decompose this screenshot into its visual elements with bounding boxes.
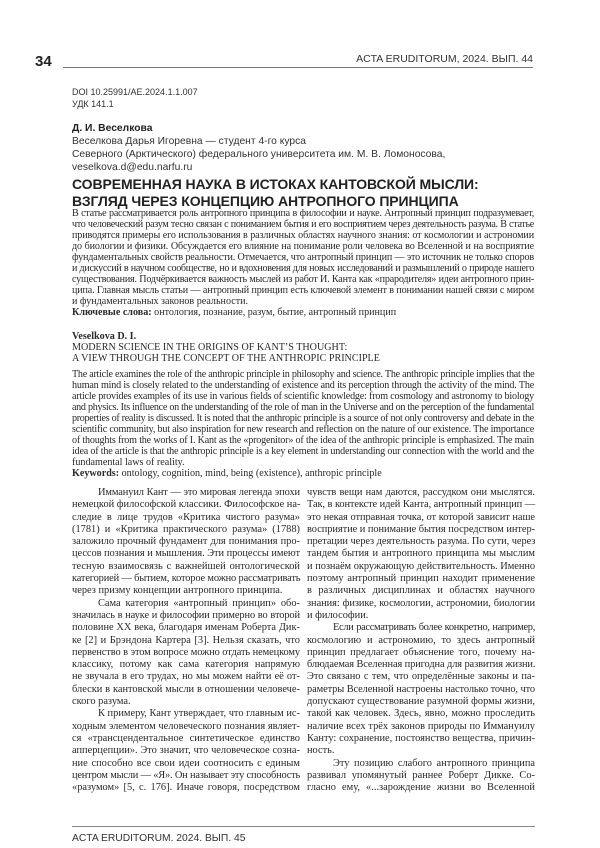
udk: УДК 141.1 [72, 98, 114, 110]
text-line: допускают существование разумной формы жизни, [307, 696, 535, 708]
text-line: Если рассматривать более конкретно, например, [307, 622, 535, 634]
keywords-ru [72, 307, 534, 318]
header-rule [63, 67, 533, 68]
text-line: претации через деятельность разума. По сути, через [307, 536, 535, 548]
text-line: такой как человек. Здесь, явно, можно проследить [307, 708, 535, 720]
text-line: и дискуссий в научном сообществе, но и вдохновения для новых исследований и размышлений о природе нашего [72, 263, 534, 274]
text-line: properties of reality is discussed. It is noted that the anthropic principle is a source of not only controversy and debate in the [72, 413, 534, 424]
page-number: 34 [35, 53, 52, 70]
paragraph [307, 487, 535, 622]
text-line: и фундаментальных законов реальности. [72, 296, 534, 307]
abstract-ru [72, 208, 534, 307]
english-title-line: A VIEW THROUGH THE CONCEPT OF THE ANTHROPIC PRINCIPLE [72, 353, 534, 364]
english-author: Veselkova D. I. [72, 331, 534, 342]
text-line: цессов познания и мышления. Эти процессы имеют [72, 548, 300, 560]
text-line: наличие всех трёх законов природы по Иммануилу [307, 721, 535, 733]
text-line: блюдаемая Вселенная пригодна для развития жизни. [307, 659, 535, 671]
text-line: Сама категория «антропный принцип» обо- [72, 598, 300, 610]
article-title [72, 176, 479, 209]
text-line: через призму концепции антропного принципа. [72, 585, 300, 597]
footer-rule [72, 826, 535, 827]
running-header: ACTA ERUDITORUM, 2024. ВЫП. 44 [356, 53, 533, 65]
text-line: немецкой философской классики. Философское на- [72, 499, 300, 511]
text-line: космологию и астрономию, то здесь антропный [307, 635, 535, 647]
text-line: гласно ему, «...зарождение жизни во Вселенной [307, 782, 535, 794]
paragraph [307, 758, 535, 795]
keywords-text: ontology, cognition, mind, being (existence), anthropic principle [119, 468, 382, 479]
text-line: В статье рассматривается роль антропного принципа в философии и науке. Антропный принцип подразумевает, [72, 208, 534, 219]
title-line: ВЗГЛЯД ЧЕРЕЗ КОНЦЕПЦИЮ АНТРОПНОГО ПРИНЦИПА [72, 193, 479, 210]
text-line: Эту позицию слабого антропного принципа [307, 758, 535, 770]
paragraph [72, 708, 300, 794]
paragraph [72, 598, 300, 709]
text-line: блески в кантовской мысли в отношении человече- [72, 684, 300, 696]
abstracts-block [72, 208, 534, 479]
text-line: (1781) и «Критика практического разума» (1788) [72, 524, 300, 536]
body-column-right [307, 487, 535, 794]
text-line: Так, в контексте идей Канта, антропный принцип — [307, 499, 535, 511]
text-line: human mind is closely related to the understanding of existence and its perception through the activity of the mind. The [72, 380, 534, 391]
text-line: idea of the article is that the anthropic principle is a key element in understanding our connection with the world and the [72, 446, 534, 457]
text-line: Это связано с тем, что определённые законы и па- [307, 671, 535, 683]
text-line: до биологии и физики. Обсуждается его влияние на понимание роли человека во Вселенной и на восприятие [72, 241, 534, 252]
text-line: заложило прочный фундамент для понимания про- [72, 536, 300, 548]
text-line: первенство в этом вопросе можно отдать немецкому [72, 647, 300, 659]
text-line: ность. [307, 745, 535, 757]
text-line: знания: физике, космологии, астрономии, биологии [307, 598, 535, 610]
text-line: классику, потому как сама категория напрямую [72, 659, 300, 671]
text-line: категорией — бытием, которое можно рассматривать [72, 573, 300, 585]
text-line: ходным элементом человеческого познания являет- [72, 721, 300, 733]
keywords-en [72, 468, 534, 479]
paragraph [307, 622, 535, 757]
text-line: и философии. [307, 610, 535, 622]
text-line: что человеческий разум тесно связан с пониманием бытия и его восприятием через деятельность разума. В статье [72, 219, 534, 230]
title-line: СОВРЕМЕННАЯ НАУКА В ИСТОКАХ КАНТОВСКОЙ МЫСЛИ: [72, 176, 479, 193]
text-line: восприятие и понимание бытия посредством интер- [307, 524, 535, 536]
english-title-line: MODERN SCIENCE IN THE ORIGINS OF KANT’S THOUGHT: [72, 342, 534, 353]
text-line: ципа. Главная мысль статьи — антропный принцип есть ключевой элемент в понимании нашей связи с миром [72, 285, 534, 296]
author-name: Д. И. Веселкова [72, 122, 152, 135]
text-line: значилась в науке и философии примерно во второй [72, 610, 300, 622]
author-email[interactable]: veselkova.d@edu.narfu.ru [72, 161, 192, 174]
text-line: в различных дисциплинах и областях научного [307, 585, 535, 597]
text-line: приводятся примеры его использования в различных областях научного знания: от космологии и астрономии [72, 230, 534, 241]
text-line: принцип предлагает объяснение того, почему на- [307, 647, 535, 659]
text-line: поэтому антропный принцип находит применение [307, 573, 535, 585]
text-line: тандем бытия и антропного принципа мы мыслим [307, 548, 535, 560]
text-line: of thoughts from the works of I. Kant as the «progenitor» of the idea of the anthropic principle is emphasized. The main [72, 435, 534, 446]
text-line: ского разума. [72, 696, 300, 708]
text-line: это некая отправная точка, от которой зависит наше [307, 512, 535, 524]
text-line: ся «трансцендентальное синтетическое единство [72, 733, 300, 745]
text-line: article provides examples of its use in various fields of scientific knowledge: from cosmology and astronomy to biology [72, 391, 534, 402]
running-footer: ACTA ERUDITORUM. 2024. ВЫП. 45 [72, 833, 246, 844]
text-line: тесную взаимосвязь с важнейшей онтологической [72, 561, 300, 573]
abstract-en [72, 369, 534, 468]
body-column-left [72, 487, 300, 794]
text-line: ние способно все свои идеи соотносить с единым [72, 758, 300, 770]
keywords-text: онтология, познание, разум, бытие, антропный принцип [152, 307, 397, 318]
author-info-line: Веселкова Дарья Игоревна — студент 4-го курса [72, 135, 306, 148]
text-line: ке [2] и Брэндона Картера [3]. Нельзя сказать, что [72, 635, 300, 647]
text-line: следие в лице трудов «Критика чистого разума» [72, 512, 300, 524]
text-line: Канту: сохранение, постоянство вещества, причин- [307, 733, 535, 745]
text-line: The article examines the role of the anthropic principle in philosophy and science. The anthropic principle implies that the [72, 369, 534, 380]
keywords-label: Ключевые слова: [72, 307, 152, 318]
text-line: не звучала в его трудах, но мы можем найти её от- [72, 671, 300, 683]
doi[interactable]: DOI 10.25991/AE.2024.1.1.007 [72, 86, 198, 98]
text-line: scientific community, but also inspiration for new research and reflection on the nature of our existence. The importance [72, 424, 534, 435]
text-line: fundamental laws of reality. [72, 457, 534, 468]
text-line: половине XX века, благодаря именам Роберта Дик- [72, 622, 300, 634]
author-info-line: Северного (Арктического) федерального университета им. М. В. Ломоносова, [72, 148, 445, 161]
text-line: and physics. Its influence on the understanding of the role of man in the Universe and on the perception of the fundamental [72, 402, 534, 413]
text-line: существования. Подчёркивается важность мыслей из работ И. Канта как «прародителя» идеи антропного прин- [72, 274, 534, 285]
text-line: чувств вещи нам даются, рассудком они мыслятся. [307, 487, 535, 499]
text-line: развивал упомянутый раннее Роберт Дикке. Со- [307, 770, 535, 782]
text-line: раметры Вселенной настроены настолько точно, что [307, 684, 535, 696]
text-line: фундаментальных свойств реальности. Отмечается, что антропный принцип — это источник не только споров [72, 252, 534, 263]
text-line: центром мысли — «Я». Он называет эту способность [72, 770, 300, 782]
text-line: Иммануил Кант — это мировая легенда эпохи [72, 487, 300, 499]
keywords-label: Keywords: [72, 468, 119, 479]
text-line: апперцепции». Это значит, что человеческое созна- [72, 745, 300, 757]
text-line: «разумом» [5, с. 176]. Иначе говоря, посредством [72, 782, 300, 794]
text-line: К примеру, Кант утверждает, что главным ис- [72, 708, 300, 720]
text-line: и познаём окружающую действительность. Именно [307, 561, 535, 573]
paragraph [72, 487, 300, 598]
